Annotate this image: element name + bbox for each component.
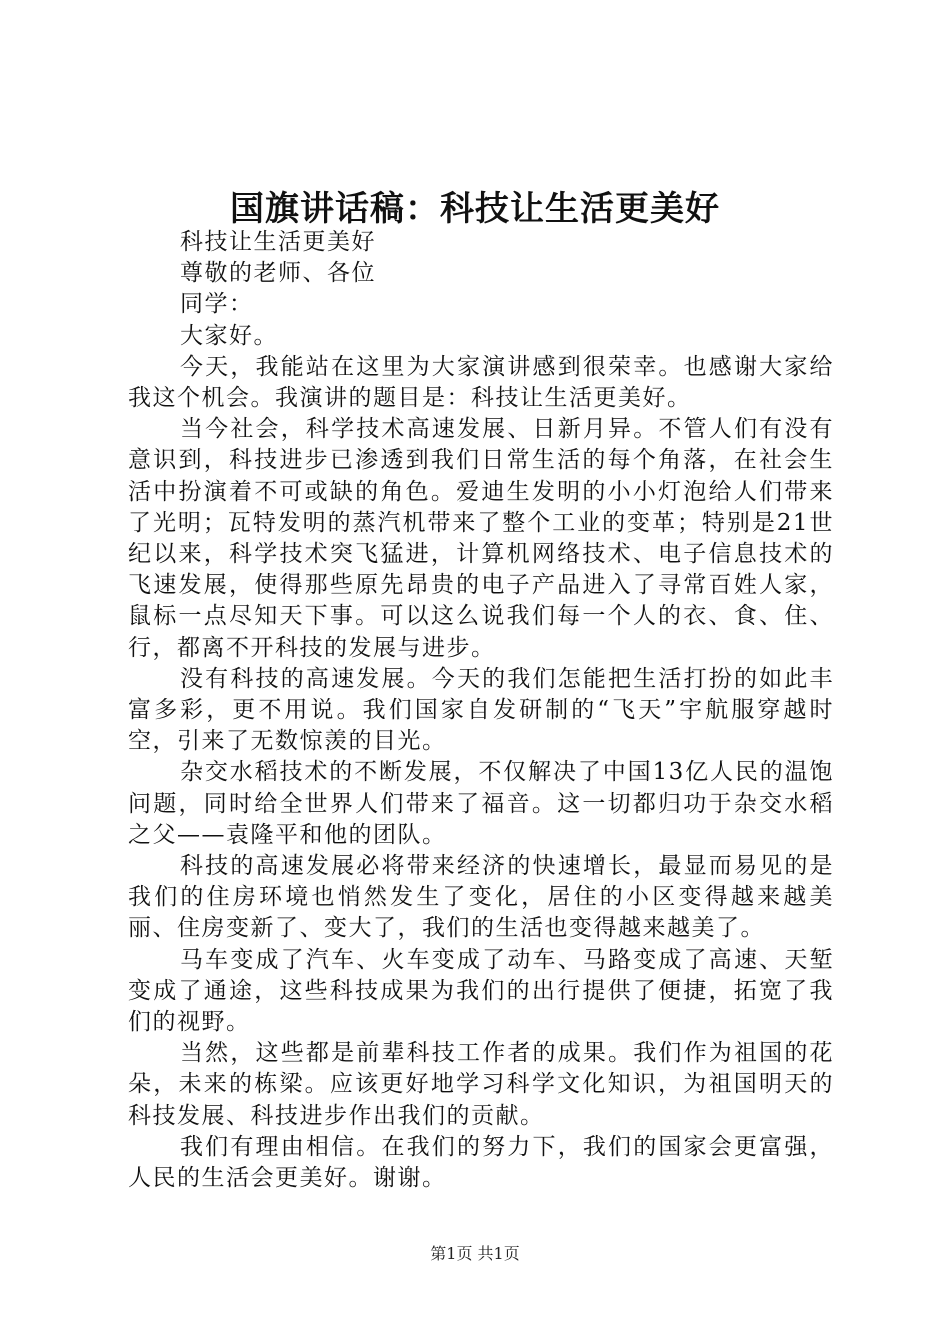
paragraph: 同学： bbox=[180, 291, 254, 318]
paragraph: 当今社会，科学技术高速发展、日新月异。不管人们有没有意识到，科技进步已渗透到我们日常生活的每个角落，在社会生活中扮演着不可或缺的角色。爱迪生发明的小小灯泡给人们带来了光明；瓦特发明的蒸汽机带来了整个工业的变革；特别是21世纪以来，科学技术突飞猛进，计算机网络技术、电子信息技术的飞速发展，使得那些原先昂贵的电子产品进入了寻常百姓人家，鼠标一点尽知天下事。可以这么说我们每一个人的衣、食、住、行，都离不开科技的发展与进步。 bbox=[128, 416, 834, 661]
document-title: 国旗讲话稿：科技让生活更美好 bbox=[230, 189, 720, 229]
paragraph: 马车变成了汽车、火车变成了动车、马路变成了高速、天堑变成了通途，这些科技成果为我们的出行提供了便捷，拓宽了我们的视野。 bbox=[128, 946, 834, 1036]
paragraph: 我们有理由相信。在我们的努力下，我们的国家会更富强，人民的生活会更美好。谢谢。 bbox=[128, 1133, 834, 1192]
page-number-footer: 第1页 共1页 bbox=[430, 1244, 520, 1263]
document-body bbox=[128, 227, 834, 1194]
paragraph: 当然，这些都是前辈科技工作者的成果。我们作为祖国的花朵，未来的栋梁。应该更好地学习科学文化知识，为祖国明天的科技发展、科技进步作出我们的贡献。 bbox=[128, 1040, 834, 1129]
paragraph: 没有科技的高速发展。今天的我们怎能把生活打扮的如此丰富多彩，更不用说。我们国家自发研制的“飞天”宇航服穿越时空，引来了无数惊羡的目光。 bbox=[128, 665, 834, 755]
paragraph: 科技让生活更美好 bbox=[180, 229, 376, 255]
paragraph: 科技的高速发展必将带来经济的快速增长，最显而易见的是我们的住房环境也悄然发生了变化，居住的小区变得越来越美丽、住房变新了、变大了，我们的生活也变得越来越美了。 bbox=[128, 853, 834, 942]
paragraph: 尊敬的老师、各位 bbox=[180, 260, 376, 287]
paragraph: 今天，我能站在这里为大家演讲感到很荣幸。也感谢大家给我这个机会。我演讲的题目是：科技让生活更美好。 bbox=[128, 353, 834, 412]
paragraph: 大家好。 bbox=[180, 322, 278, 349]
paragraph: 杂交水稻技术的不断发展，不仅解决了中国13亿人民的温饱问题，同时给全世界人们带来了福音。这一切都归功于杂交水稻之父——袁隆平和他的团队。 bbox=[128, 759, 834, 848]
